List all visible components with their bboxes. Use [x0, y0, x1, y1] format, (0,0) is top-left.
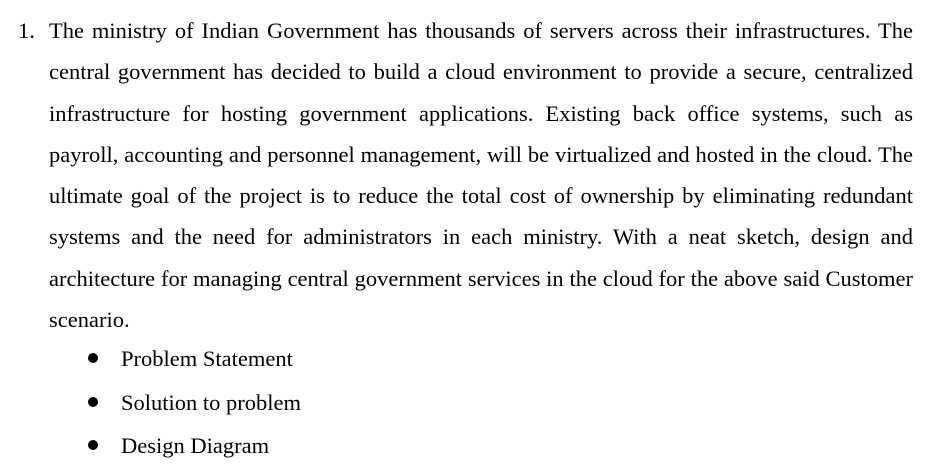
list-item-label: Solution to problem [121, 389, 301, 415]
question-number: 1. [18, 18, 35, 43]
bullet-icon [88, 397, 98, 407]
list-item-label: Problem Statement [121, 346, 293, 371]
list-item-label: Design Diagram [121, 433, 270, 458]
question-text: The ministry of Indian Government has thousands of servers across their infrastructures. The central government has decided to build a cloud environment to provide a secure, centralized infrastructure for hosting government applications. Existing back office systems, such as payroll, accounting and personnel management, will be virtualized and hosted in the cloud. The ultimate goal of the project is to reduce the total cost of ownership by eliminating redundant systems and the need for administrators in each ministry. With a neat sketch, design and architecture for managing central government services in the cloud for the above said Customer scenario. [49, 18, 913, 333]
bullet-icon [88, 353, 98, 363]
bullet-icon [88, 440, 98, 450]
